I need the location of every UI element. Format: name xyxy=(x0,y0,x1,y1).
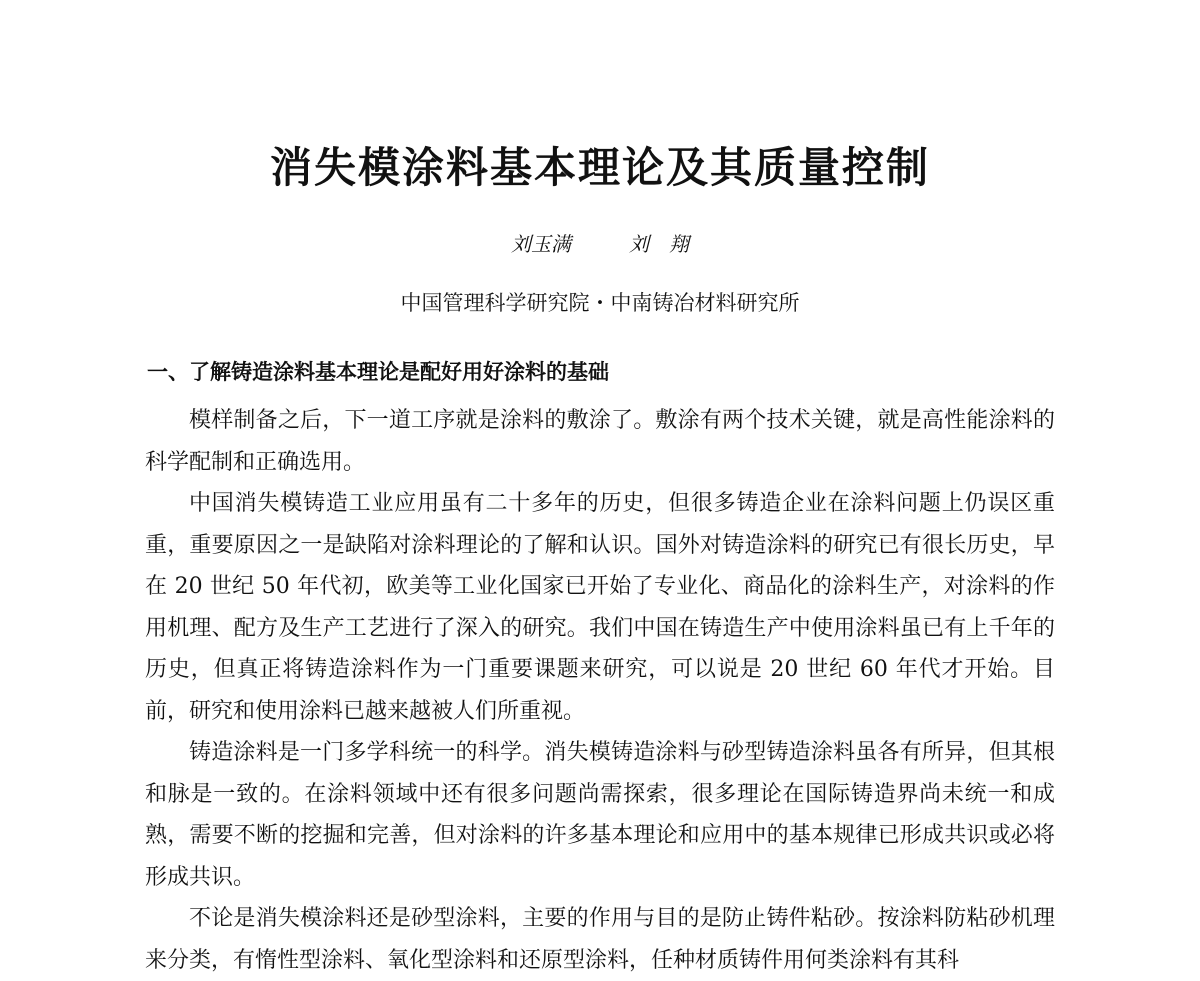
paper-title: 消失模涂料基本理论及其质量控制 xyxy=(269,143,930,192)
body-paragraph: 模样制备之后，下一道工序就是涂料的敷涂了。敷涂有两个技术关键，就是高性能涂料的科学配制和正确选用。 xyxy=(145,408,1055,475)
section-body xyxy=(145,400,1055,981)
author-affiliation: 中国管理科学研究院・中南铸冶材料研究所 xyxy=(400,291,800,315)
body-paragraph: 中国消失模铸造工业应用虽有二十多年的历史，但很多铸造企业在涂料问题上仍误区重重，重要原因之一是缺陷对涂料理论的了解和认识。国外对铸造涂料的研究已有很长历史，早在 20 世纪 50 年代初，欧美等工业化国家已开始了专业化、商品化的涂料生产，对涂料的作用机理、配方及生产工艺进行了深入的研究。我们中国在铸造生产中使用涂料虽已有上千年的历史，但真正将铸造涂料作为一门重要课题来研究，可以说是 20 世纪 60 年代才开始。目前，研究和使用涂料已越来越被人们所重视。 xyxy=(145,491,1055,724)
section-heading: 一、了解铸造涂料基本理论是配好用好涂料的基础 xyxy=(147,359,609,384)
body-paragraph: 不论是消失模涂料还是砂型涂料，主要的作用与目的是防止铸件粘砂。按涂料防粘砂机理来分类，有惰性型涂料、氧化型涂料和还原型涂料，任种材质铸件用何类涂料有其科 xyxy=(145,906,1055,973)
author-line xyxy=(0,228,1200,260)
body-paragraph: 铸造涂料是一门多学科统一的科学。消失模铸造涂料与砂型铸造涂料虽各有所异，但其根和脉是一致的。在涂料领域中还有很多问题尚需探索，很多理论在国际铸造界尚未统一和成熟，需要不断的挖掘和完善，但对涂料的许多基本理论和应用中的基本规律已形成共识或必将形成共识。 xyxy=(145,740,1055,890)
author-name: 刘玉满 xyxy=(511,232,571,256)
author-name: 刘 翔 xyxy=(629,232,689,256)
